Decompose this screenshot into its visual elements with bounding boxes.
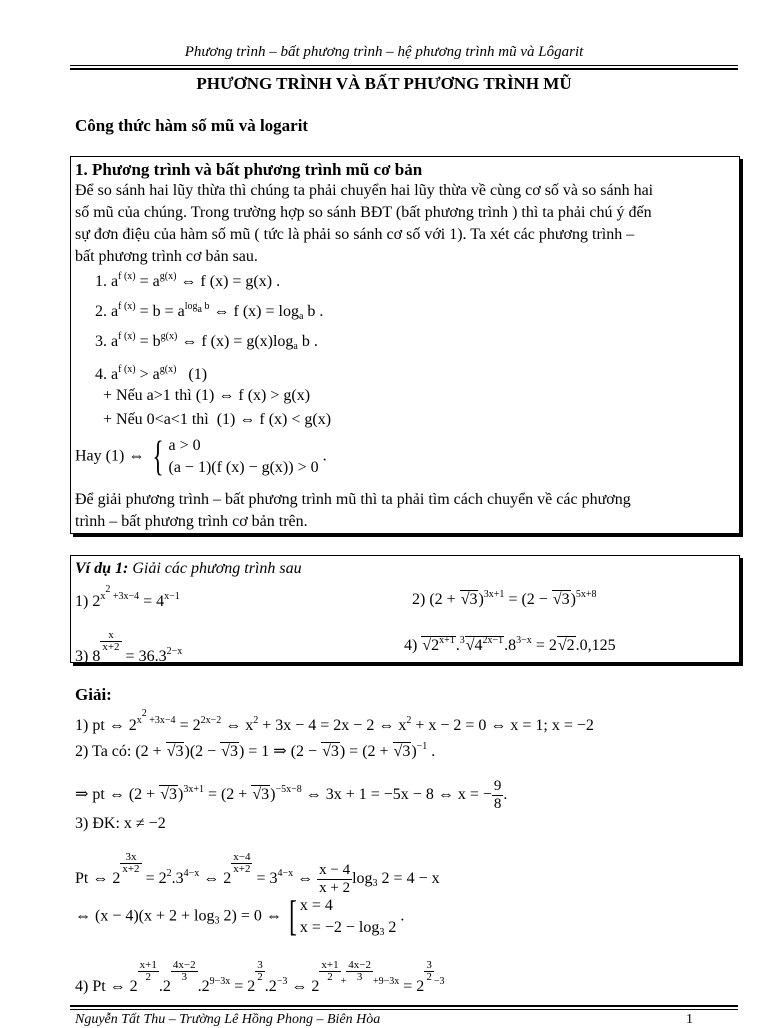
solution-2-label: 2) Ta có: <box>75 743 132 760</box>
closing-line-1: Để giải phương trình – bất phương trình mũ thì ta phải tìm cách chuyển về các phương <box>75 491 631 508</box>
section1-para-line-3: sự đơn điệu của hàm số mũ ( tức là phải so sánh cơ số với 1). Ta xét các phương trình – <box>75 226 635 243</box>
case-a-gt1-label: + Nếu a>1 thì <box>103 387 192 404</box>
formula-3: 3. $a^{f (x)} = b^{g(x)}$ ⇔ f $(x) = g(x)\log_a$ b . <box>95 331 318 352</box>
case-a-less-1: + Nếu 0<a<1 thì (1) ⇔ f (x) < g(x) <box>103 411 332 428</box>
page-title: PHƯƠNG TRÌNH VÀ BẤT PHƯƠNG TRÌNH MŨ <box>196 74 572 93</box>
solution-pt-label: Pt <box>75 870 89 887</box>
formula-1: 1. $a^{f (x)} = a^{g(x)}$ ⇔ f (x) = g(x) . <box>95 271 281 290</box>
formula-2: 2. $a^{f (x)} = b = a^{log_a b}$ ⇔ f $(x) = \log_a b$ . <box>95 301 324 322</box>
running-header: Phương trình – bất phương trình – hệ phương trình mũ và Lôgarit <box>184 44 584 60</box>
solution-1: 1) pt ⇔ $2^{x^2 +3x-4} = 2^{2x-2}$ ⇔ $x^2 + 3x - 4 = 2x - 2$ ⇔ $x^2 + x - 2 = 0$ ⇔ x = 1; x = −2 <box>75 708 594 734</box>
section1-heading: 1. Phương trình và bất phương trình mũ cơ bản <box>75 160 423 179</box>
example-text: Giải các phương trình sau <box>132 560 302 577</box>
example-heading <box>75 559 302 579</box>
hay-label: Hay (1) <box>75 447 125 465</box>
section-subtitle: Công thức hàm số mũ và logarit <box>75 116 309 135</box>
running-footer: Nguyễn Tất Thu – Trường Lê Hồng Phong – Biên Hòa <box>75 1012 381 1027</box>
solution-2: 2) Ta có: (2 + √3)(2 − √3) = 1 ⇒ $(2 - √3) = (2 + √3)^{-1}$ . <box>75 741 436 760</box>
footer-rule <box>70 1009 738 1010</box>
footer-rule-thick <box>70 1005 738 1007</box>
section1-para-line-1: Để so sánh hai lũy thừa thì chúng ta phải chuyển hai lũy thừa về cùng cơ số và so sánh hai <box>75 182 654 199</box>
section1-para-line-2: số mũ của chúng. Trong trường hợp so sánh BĐT (bất phương trình ) thì ta phải chú ý đến <box>75 204 652 221</box>
solution-4: 4) Pt ⇔ 2 $^{\frac{x+1}{2}}$ .2 $^{\frac{4x-2}{3}}$ $.2^{9-3x} = 2$ $^{\frac{3}{2}}$ $.2^{-3}$ ⇔ 2 $^{\frac{x+1}{2} + \frac{4x-2}{3} +9-3x}$ = 2 $^{\frac{3}{2} -3}$ <box>75 959 445 995</box>
solution-label: Giải: <box>75 685 112 704</box>
case-a-lt1-label: + Nếu 0<a<1 thì <box>103 411 209 428</box>
closing-line-2: trình – bất phương trình cơ bản trên. <box>75 513 308 530</box>
formula-4: 4. $a^{f (x)} > a^{g(x)}$ (1) <box>95 364 208 383</box>
solution-4-label: 4) Pt <box>75 978 106 995</box>
case-a-greater-1: + Nếu a>1 thì (1) ⇔ f (x) > g(x) <box>103 387 311 404</box>
solution-3-condition: 3) ĐK: x ≠ −2 <box>75 815 166 832</box>
exercise-1: 1) $2^{x^2 +3x-4} = 4^{x-1}$ <box>75 584 180 610</box>
solution-3-result: ⇔ $(x - 4)(x + 2 + \log_3 2) = 0$ ⇔ [ x = 4 $x = -2 - \log_3 2$ . <box>75 894 405 940</box>
example-label: Ví dụ 1: <box>75 560 129 577</box>
solution-2-continued: ⇒ pt ⇔ $(2 + √3)^{3x+1} = (2 + √3)^{-5x-8}$ ⇔ 3x + 1 = −5x − 8 ⇔ x = − $\frac{9}{8}$ . <box>75 778 508 812</box>
exercise-2: 2) $(2 + √3)^{3x+1} = (2 - √3)^{5x+8}$ <box>412 589 597 608</box>
equivalent-system: Hay (1) ⇔ { a > 0 (a − 1)(f (x) − g(x)) > 0 . <box>75 434 327 480</box>
header-rule-thick <box>70 68 738 70</box>
exercise-3: 3) 8 $^{\frac{x}{x+2}}$ = $36.3^{2-x}$ <box>75 629 183 665</box>
header-rule <box>70 65 738 66</box>
page-number: 1 <box>686 1012 693 1027</box>
solution-3-equation: Pt ⇔ 2 $^{\frac{3x}{x+2}}$ = $2^2.3^{4-x}$ ⇔ 2 $^{\frac{x-4}{x+2}}$ = $3^{4-x}$ ⇔ $\frac{x - 4}{x + 2}$ $\log_3 2 = 4 - x$ <box>75 851 440 896</box>
exercise-4: 4) $√2^{x+1}.^3√4^{2x-1}.8^{3-x} = 2√2.0,125$ <box>404 635 616 654</box>
section1-para-line-4: bất phương trình cơ bản sau. <box>75 248 258 265</box>
solution-3-label: 3) ĐK: <box>75 815 120 832</box>
